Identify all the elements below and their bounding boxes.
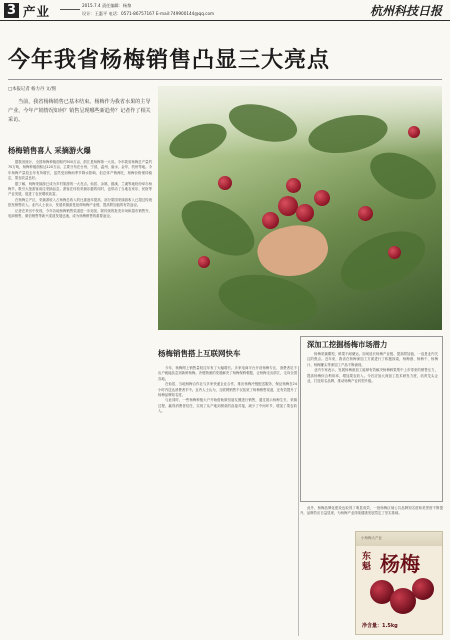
berry-illustration [412, 578, 434, 600]
paragraph: 今年，杨梅网上销售量较往年有了大幅增长。多家电商平台开设杨梅专区，消费者足不出户就能品尝到新鲜杨梅。冷链物流的发展解决了杨梅保鲜难题，让杨梅走出浙江，走向全国各地。 [158, 366, 298, 381]
right-column [300, 506, 443, 517]
mid-subheading: 杨梅销售搭上互联网快车 [158, 349, 241, 358]
bayberry-package-photo [355, 531, 443, 635]
paragraph: 据了解，杨梅采摘游已成为乡村旅游的一大亮点。仙居、余姚、慈溪、兰溪等地纷纷举办杨梅节，吸引大批游客前往采摘品尝。游客在体验采摘乐趣的同时，也带动了当地农家乐、民宿等产业发展，促进了农民增收致富。 [8, 181, 152, 197]
package-tagline: 小杨梅大产业 [361, 536, 382, 540]
masthead-logo: 杭州科技日报 [370, 4, 443, 18]
bayberry-tree-photo [158, 86, 442, 330]
section-name: 产业 [23, 4, 51, 19]
paragraph: 与此同时，一些杨梅种植大户开始借助微信朋友圈进行销售，通过展示杨梅生长、采摘过程，赢得消费者信任，实现了从产地到餐桌的直接对接，减少了中间环节，增加了果农收入。 [158, 398, 297, 414]
edition-editor: 2015.7.4 责任编辑：杨黎 [82, 3, 132, 8]
paragraph: 在杨梅主产区，采摘游收入占杨梅总收入的比重逐年提高，部分果园采摘游收入已超过传统批发销售收入。业内人士表示，发展采摘游是延伸杨梅产业链、提高附加值的有效途径。 [8, 197, 152, 208]
package-variety: 东魁 [362, 552, 372, 572]
contact-line: 设计：王惠平 电话：0571-86757167 E-mail:749900144@qq.com [82, 11, 215, 16]
section-divider [60, 9, 80, 10]
box-title: 深加工挖掘杨梅市场潜力 [307, 340, 388, 349]
mid-column [158, 366, 297, 415]
headline-rule [8, 79, 442, 80]
article-lede: 当前，我省杨梅销售已基本结束。杨梅作为我省水果的主导产业，今年产销情况如何？销售呈现哪些新趋势？记者作了相关采访。 [8, 99, 151, 124]
paragraph: 在仙居，当地杨梅合作社与多家快递企业合作，推出杨梅冷链配送服务，保证杨梅在24小时内送达消费者手中。业内人士认为，互联网销售不仅拓宽了杨梅销售渠道，还有效提升了杨梅品牌知名度。 [158, 382, 298, 398]
paragraph: 记者在采访中发现，今年各地杨梅销售渠道进一步拓宽，除传统的批发市场和超市销售外，电商销售、微信销售等新兴渠道发展迅速，成为杨梅销售的重要途径。 [8, 208, 152, 219]
paragraph: 杨梅采摘期短，鲜果不耐储运，如何延长杨梅产业链、提高附加值，一直是业内关注的焦点。近年来，我省在杨梅深加工方面进行了积极探索，杨梅酒、杨梅干、杨梅汁、杨梅罐头等深加工产品不断涌现。 [307, 352, 438, 367]
paragraph: 此外，杨梅品牌化建设也取得了明显成效，一批杨梅区域公共品牌知名度和美誉度不断提升，品牌效应日益显现，为杨梅产业持续健康发展奠定了坚实基础。 [300, 506, 443, 516]
left-column [8, 143, 152, 219]
paragraph: 据我省统计，全国杨梅种植面积约500万亩，浙江是杨梅第一大省。今年我省杨梅总产量约70万吨，杨梅种植面积达120万亩，主要分布在台州、宁波、温州、丽水、金华、杭州等地。今年杨梅产量较去年有所增长，虽然受到梅雨季节降水影响，但总体产销两旺，杨梅价格保持稳定，果农收益良好。 [8, 160, 152, 181]
column-divider [298, 366, 299, 636]
article-headline: 今年我省杨梅销售凸显三大亮点 [8, 48, 331, 73]
section-number: 3 [4, 3, 19, 18]
page-header [0, 0, 450, 21]
package-brand-name: 杨梅 [380, 552, 420, 576]
article-byline: □本报记者 杨力丹 文/图 [8, 87, 56, 92]
left-subheading: 杨梅销售喜人 采摘游火爆 [8, 146, 91, 155]
package-weight: 净含量：1.5kg [362, 623, 398, 629]
sidebar-story-box [300, 336, 443, 502]
paragraph: 业内专家表示，发展杨梅深加工能够有效解决杨梅鲜果集中上市带来的销售压力，提高杨梅综合利用率，增加果农收入。今后应加大深加工技术研发力度，培育龙头企业，打造知名品牌，推动杨梅产业转型升级。 [307, 368, 438, 384]
